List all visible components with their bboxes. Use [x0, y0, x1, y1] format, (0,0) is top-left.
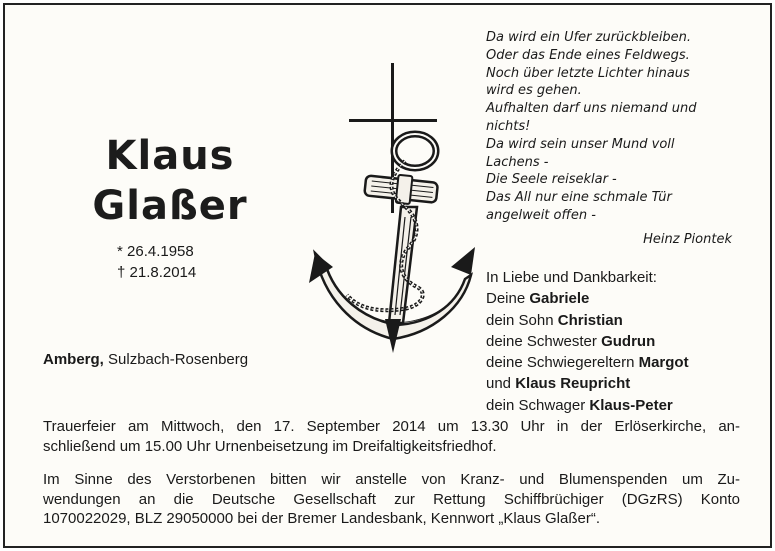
donation-line: wendungen an die Deutsche Gesellschaft zur Rettung Schiffbrüchiger (DGzRS) Konto — [43, 490, 740, 508]
mourner-row — [486, 352, 689, 373]
mourner-relation: und — [486, 375, 516, 393]
poem-line: Aufhalten darf uns niemand und — [486, 101, 697, 117]
donation-line: Im Sinne des Verstorbenen bitten wir anstelle von Kranz- und Blumenspenden um Zu- — [43, 471, 740, 488]
poem-line: Noch über letzte Lichter hinaus — [486, 65, 690, 81]
location — [43, 351, 248, 368]
poem-line: angelweit offen - — [486, 207, 596, 223]
poem-line: Da wird ein Ufer zurückbleiben. — [486, 30, 692, 45]
mourner-row — [486, 395, 689, 416]
poem-line: Oder das Ende eines Feldwegs. — [486, 47, 690, 63]
mourner-name: Gabriele — [529, 290, 590, 308]
poem — [486, 29, 746, 225]
mourner-row — [486, 331, 689, 352]
mourner-relation: deine Schwester — [486, 332, 602, 350]
mourner-name: Gudrun — [601, 332, 656, 350]
donation-line: 1070022029, BLZ 29050000 bei der Bremer Landesbank, Kennwort „Klaus Glaßer“. — [43, 510, 601, 527]
poem-line: Die Seele reiseklar - — [486, 172, 617, 188]
mourners-intro: In Liebe und Dankbarkeit: — [486, 269, 657, 286]
mourner-row — [486, 373, 689, 394]
location-rest: Sulzbach-Rosenberg — [103, 351, 249, 368]
funeral-notice — [43, 417, 740, 456]
anchor-cross-icon — [305, 57, 485, 367]
obituary-card — [3, 3, 772, 548]
mourner-relation: deine Schwiegereltern — [486, 354, 639, 372]
poem-line: Lachens - — [486, 154, 549, 170]
mourner-relation: dein Schwager — [486, 396, 590, 414]
mourner-name: Margot — [638, 354, 689, 372]
funeral-line: schließend um 15.00 Uhr Urnenbeisetzung im Dreifaltigkeitsfriedhof. — [43, 437, 497, 455]
mourner-row — [486, 310, 689, 331]
mourner-row — [486, 288, 689, 309]
poem-author: Heinz Piontek — [643, 232, 732, 247]
birth-date: * 26.4.1958 — [117, 243, 194, 260]
poem-line: nichts! — [486, 118, 531, 134]
mourners-list — [486, 267, 689, 416]
location-city: Amberg, — [43, 351, 104, 368]
deceased-last-name: Glaßer — [92, 183, 248, 229]
mourner-name: Christian — [557, 311, 623, 329]
poem-line: Da wird sein unser Mund voll — [486, 136, 675, 152]
life-dates — [117, 241, 196, 283]
death-date: † 21.8.2014 — [117, 264, 197, 281]
poem-line: Das All nur eine schmale Tür — [486, 190, 672, 206]
donation-notice — [43, 470, 740, 529]
funeral-line: Trauerfeier am Mittwoch, den 17. September 2014 um 13.30 Uhr in der Erlöserkirche, an- — [43, 418, 740, 435]
mourner-name: Klaus Reupricht — [515, 375, 631, 393]
poem-line: wird es gehen. — [486, 83, 582, 99]
mourner-relation: Deine — [486, 290, 530, 308]
deceased-first-name: Klaus — [105, 133, 235, 179]
mourner-relation: dein Sohn — [486, 311, 558, 329]
mourner-name: Klaus-Peter — [589, 396, 673, 414]
